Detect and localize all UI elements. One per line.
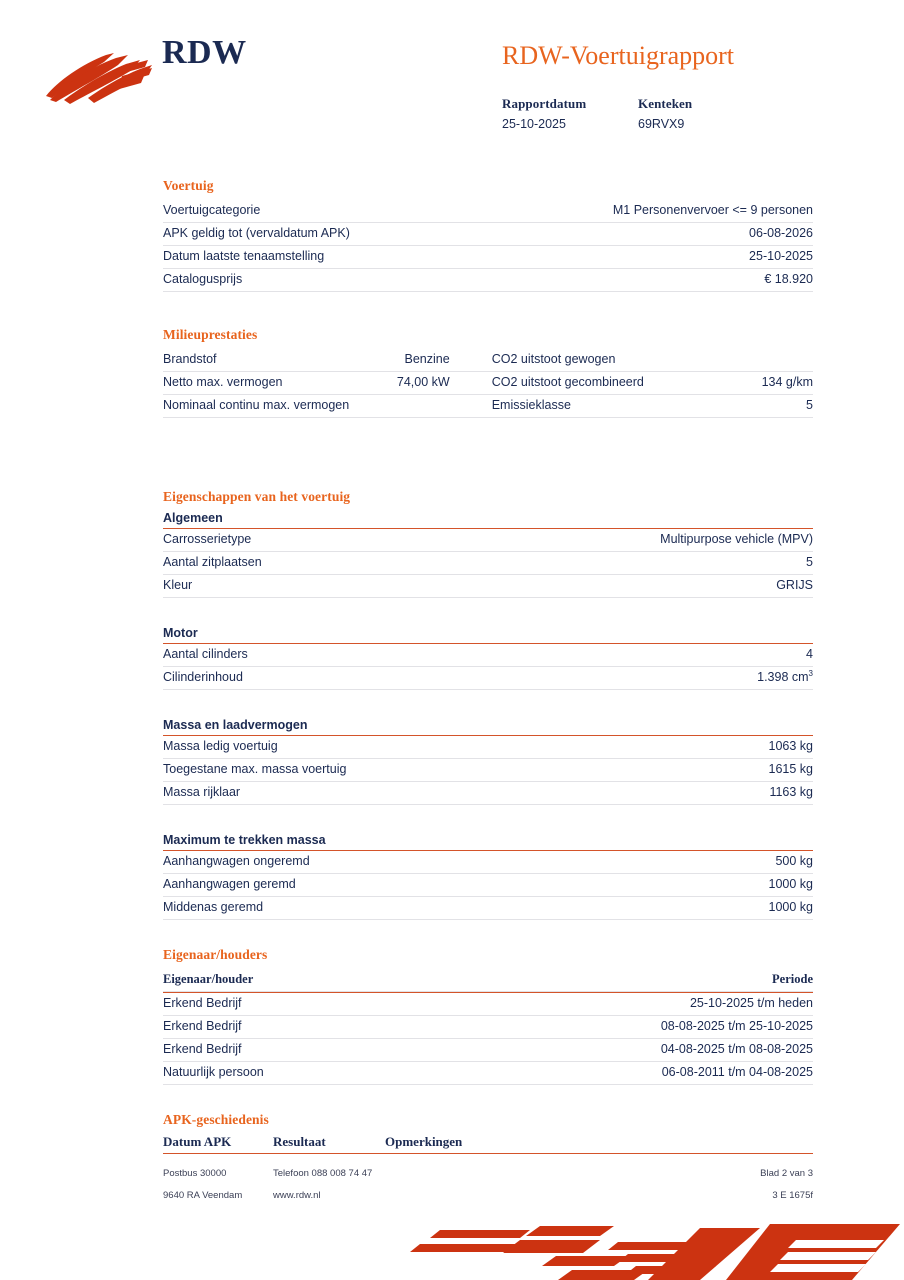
- row-label: Kleur: [163, 575, 488, 598]
- row-label: Aantal cilinders: [163, 644, 488, 667]
- row-value: GRIJS: [488, 575, 813, 598]
- subsection-title: Motor: [163, 626, 198, 640]
- document-footer: [163, 1168, 813, 1212]
- owner-period: 25-10-2025 t/m heden: [475, 993, 813, 1016]
- row-label: Aanhangwagen ongeremd: [163, 851, 488, 874]
- table-row: [163, 1062, 813, 1085]
- table-row: [163, 395, 813, 418]
- footer-phone: Telefoon 088 008 74 47: [273, 1168, 373, 1179]
- properties-subsection: [163, 833, 813, 920]
- properties-table: [163, 851, 813, 920]
- row-label: Massa ledig voertuig: [163, 736, 488, 759]
- row-value-right: 5: [691, 395, 813, 418]
- environment-table: [163, 349, 813, 418]
- table-row: [163, 667, 813, 690]
- section-vehicle: [163, 178, 813, 292]
- properties-subsection: [163, 626, 813, 690]
- row-label: APK geldig tot (vervaldatum APK): [163, 223, 488, 246]
- properties-table: [163, 736, 813, 805]
- rdw-wordmark: RDW: [162, 34, 247, 71]
- apk-column-header-result: Resultaat: [273, 1134, 326, 1149]
- row-label: Massa rijklaar: [163, 782, 488, 805]
- apk-column-header-date: Datum APK: [163, 1134, 232, 1149]
- table-row: [163, 349, 813, 372]
- row-value: 1000 kg: [488, 897, 813, 920]
- properties-subsection: [163, 511, 813, 598]
- row-value-left: Benzine: [371, 349, 454, 372]
- subsection-title: Massa en laadvermogen: [163, 718, 308, 732]
- row-value: 1615 kg: [488, 759, 813, 782]
- footer-page-number: Blad 2 van 3: [760, 1168, 813, 1179]
- row-label: Catalogusprijs: [163, 269, 488, 292]
- section-environment: [163, 327, 813, 418]
- subsection-title: Algemeen: [163, 511, 223, 525]
- table-row: [163, 246, 813, 269]
- license-plate-value: 69RVX9: [638, 117, 685, 131]
- section-title-environment: Milieuprestaties: [163, 327, 258, 342]
- row-label: Aantal zitplaatsen: [163, 552, 488, 575]
- row-value: 1063 kg: [488, 736, 813, 759]
- table-row: [163, 1039, 813, 1062]
- table-row: [163, 575, 813, 598]
- rdw-feather-logo-icon: [44, 48, 162, 108]
- row-value: 4: [488, 644, 813, 667]
- row-label-right: CO2 uitstoot gewogen: [454, 349, 691, 372]
- owners-header-row: [163, 969, 813, 992]
- row-label: Datum laatste tenaamstelling: [163, 246, 488, 269]
- section-owners: [163, 947, 813, 1085]
- license-plate-label: Kenteken: [638, 96, 693, 111]
- license-plate-block: [638, 96, 774, 131]
- owner-name: Erkend Bedrijf: [163, 1016, 475, 1039]
- owners-body-table: [163, 993, 813, 1085]
- table-row: [163, 874, 813, 897]
- report-date-label: Rapportdatum: [502, 96, 587, 111]
- row-value: 25-10-2025: [488, 246, 813, 269]
- footer-city: 9640 RA Veendam: [163, 1190, 243, 1201]
- table-row: [163, 897, 813, 920]
- row-label: Carrosserietype: [163, 529, 488, 552]
- row-label-left: Netto max. vermogen: [163, 372, 371, 395]
- footer-line-1: [163, 1168, 813, 1179]
- table-row: [163, 736, 813, 759]
- report-date-value: 25-10-2025: [502, 117, 566, 131]
- row-label-left: Brandstof: [163, 349, 371, 372]
- table-row: [163, 529, 813, 552]
- superscript: 3: [808, 668, 813, 678]
- row-value: 06-08-2026: [488, 223, 813, 246]
- table-row: [163, 223, 813, 246]
- apk-history-header-row: [163, 1134, 813, 1150]
- row-label: Voertuigcategorie: [163, 200, 488, 223]
- table-row: [163, 1016, 813, 1039]
- footer-website[interactable]: www.rdw.nl: [273, 1190, 321, 1201]
- table-row: [163, 372, 813, 395]
- owner-name: Erkend Bedrijf: [163, 993, 475, 1016]
- section-properties: [163, 489, 813, 920]
- table-row: [163, 851, 813, 874]
- footer-line-2: [163, 1190, 813, 1201]
- table-row: [163, 993, 813, 1016]
- section-title-properties: Eigenschappen van het voertuig: [163, 489, 351, 504]
- section-apk-history: [163, 1112, 813, 1154]
- table-row: [163, 269, 813, 292]
- table-row: [163, 759, 813, 782]
- owner-period: 04-08-2025 t/m 08-08-2025: [475, 1039, 813, 1062]
- section-title-apk-history: APK-geschiedenis: [163, 1112, 269, 1127]
- document-header: [0, 0, 904, 160]
- row-value: 500 kg: [488, 851, 813, 874]
- row-value: M1 Personenvervoer <= 9 personen: [488, 200, 813, 223]
- apk-column-header-remarks: Opmerkingen: [385, 1134, 463, 1149]
- footer-form-code: 3 E 1675f: [772, 1190, 813, 1201]
- row-value-right: [691, 349, 813, 372]
- table-row: [163, 782, 813, 805]
- row-label: Aanhangwagen geremd: [163, 874, 488, 897]
- footer-postbus: Postbus 30000: [163, 1168, 227, 1179]
- owner-period: 06-08-2011 t/m 04-08-2025: [475, 1062, 813, 1085]
- apk-header-rule: [163, 1153, 813, 1154]
- row-value: 5: [488, 552, 813, 575]
- rdw-speed-stripes-graphic: [0, 1220, 904, 1280]
- page-title: RDW-Voertuigrapport: [502, 41, 735, 70]
- properties-table: [163, 644, 813, 690]
- table-row: [163, 552, 813, 575]
- owner-name: Erkend Bedrijf: [163, 1039, 475, 1062]
- report-meta: [502, 96, 832, 131]
- vehicle-table: [163, 200, 813, 292]
- subsection-title: Maximum te trekken massa: [163, 833, 326, 847]
- report-date-block: [502, 96, 638, 131]
- row-label-right: CO2 uitstoot gecombineerd: [454, 372, 691, 395]
- section-title-owners: Eigenaar/houders: [163, 947, 268, 962]
- row-value: 1.398 $cm^3$: [488, 667, 813, 690]
- row-label: Toegestane max. massa voertuig: [163, 759, 488, 782]
- owner-period: 08-08-2025 t/m 25-10-2025: [475, 1016, 813, 1039]
- properties-table: [163, 529, 813, 598]
- owners-column-header-owner: Eigenaar/houder: [163, 969, 475, 992]
- table-row: [163, 644, 813, 667]
- row-value-right: 134 g/km: [691, 372, 813, 395]
- table-row: [163, 200, 813, 223]
- row-label-left: Nominaal continu max. vermogen: [163, 395, 371, 418]
- row-label-right: Emissieklasse: [454, 395, 691, 418]
- row-label: Middenas geremd: [163, 897, 488, 920]
- owners-column-header-period: Periode: [475, 969, 813, 992]
- row-label: Cilinderinhoud: [163, 667, 488, 690]
- row-value: Multipurpose vehicle (MPV): [488, 529, 813, 552]
- section-title-vehicle: Voertuig: [163, 178, 214, 193]
- owners-table: [163, 969, 813, 992]
- row-value: € 18.920: [488, 269, 813, 292]
- properties-subsection: [163, 718, 813, 805]
- row-value: 1000 kg: [488, 874, 813, 897]
- row-value: 1163 kg: [488, 782, 813, 805]
- row-value-left: [371, 395, 454, 418]
- row-value-left: 74,00 kW: [371, 372, 454, 395]
- owner-name: Natuurlijk persoon: [163, 1062, 475, 1085]
